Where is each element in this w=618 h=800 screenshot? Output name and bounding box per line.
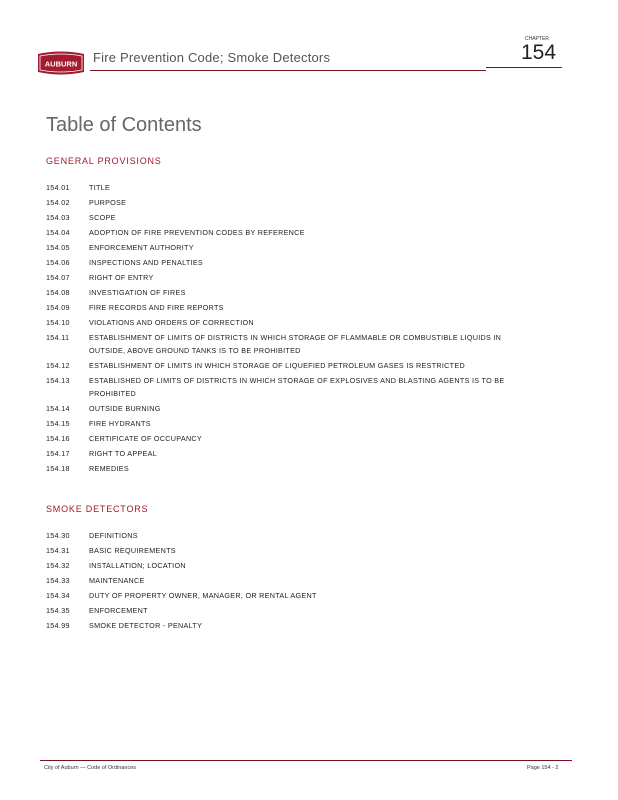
toc-entry-number: 154.04: [46, 228, 70, 237]
toc-entry-title: MAINTENANCE: [89, 576, 145, 585]
toc-entry[interactable]: [46, 181, 539, 194]
page-number: Page 154 - 2: [527, 765, 559, 771]
toc-entry-number: 154.10: [46, 318, 70, 327]
toc-entry[interactable]: [46, 559, 539, 572]
toc-entry-number: 154.02: [46, 198, 70, 207]
toc-entry-number: 154.34: [46, 591, 70, 600]
toc-entry-title: ENFORCEMENT: [89, 606, 148, 615]
toc-entry-title: VIOLATIONS AND ORDERS OF CORRECTION: [89, 318, 254, 327]
toc-entry-title: DEFINITIONS: [89, 531, 138, 540]
toc-entry-title: FIRE RECORDS AND FIRE REPORTS: [89, 303, 224, 312]
toc-entry-number: 154.14: [46, 404, 70, 413]
footer-left: City of Auburn — Code of Ordinances: [44, 765, 137, 771]
toc-section-general-provisions: [46, 156, 539, 477]
toc-entry-title: TITLE: [89, 183, 111, 192]
toc-entry-number: 154.08: [46, 288, 70, 297]
toc-entry-number: 154.06: [46, 258, 70, 267]
section-heading: SMOKE DETECTORS: [46, 504, 149, 514]
toc-entry[interactable]: [46, 374, 539, 400]
toc-entry-title: CERTIFICATE OF OCCUPANCY: [89, 434, 203, 443]
toc-entry-number: 154.33: [46, 576, 70, 585]
toc-entry[interactable]: [46, 432, 539, 445]
header-rule: [90, 70, 486, 71]
toc-section-smoke-detectors: [46, 504, 539, 634]
toc-entry-number: 154.31: [46, 546, 70, 555]
toc-entry[interactable]: [46, 359, 539, 372]
auburn-logo: [37, 50, 85, 76]
toc-entry[interactable]: [46, 574, 539, 587]
toc-entry[interactable]: [46, 316, 539, 329]
toc-entry[interactable]: [46, 462, 539, 475]
toc-entry-number: 154.11: [46, 333, 70, 342]
toc-entry[interactable]: [46, 402, 539, 415]
toc-entry[interactable]: [46, 211, 539, 224]
toc-entry-number: 154.32: [46, 561, 70, 570]
toc-entry-number: 154.12: [46, 361, 70, 370]
chapter-number: 154: [521, 41, 557, 64]
toc-entry[interactable]: [46, 619, 539, 632]
toc-entry-number: 154.01: [46, 183, 70, 192]
toc-entry[interactable]: [46, 241, 539, 254]
toc-entry[interactable]: [46, 529, 539, 542]
toc-entry-number: 154.99: [46, 621, 70, 630]
toc-entry[interactable]: [46, 196, 539, 209]
logo-text: AUBURN: [44, 59, 78, 69]
toc-entry[interactable]: [46, 271, 539, 284]
toc-entry-list: [46, 181, 539, 475]
toc-entry-number: 154.16: [46, 434, 70, 443]
toc-entry-title: BASIC REQUIREMENTS: [89, 546, 176, 555]
toc-entry-title: OUTSIDE BURNING: [89, 404, 161, 413]
toc-entry-title: INSTALLATION; LOCATION: [89, 561, 186, 570]
toc-entry-title: FIRE HYDRANTS: [89, 419, 151, 428]
section-heading: GENERAL PROVISIONS: [46, 156, 162, 166]
chapter-label: CHAPTER: [525, 36, 549, 42]
toc-entry-title: ESTABLISHMENT OF LIMITS OF DISTRICTS IN WHICH STORAGE OF FLAMMABLE OR COMBUSTIBLE LIQUIDS IN OUTSIDE, ABOVE GROUND TANKS IS TO BE PROHIBITED: [89, 333, 502, 355]
toc-entry-number: 154.13: [46, 376, 70, 385]
toc-entry[interactable]: [46, 331, 539, 357]
toc-entry-title: SCOPE: [89, 213, 116, 222]
toc-entry-title: RIGHT TO APPEAL: [89, 449, 158, 458]
page-title: Table of Contents: [46, 114, 202, 136]
toc-entry-number: 154.05: [46, 243, 70, 252]
toc-entry-title: INSPECTIONS AND PENALTIES: [89, 258, 204, 267]
toc-entry-title: DUTY OF PROPERTY OWNER, MANAGER, OR RENTAL AGENT: [89, 591, 317, 600]
toc-entry-number: 154.09: [46, 303, 70, 312]
toc-entry-title: ENFORCEMENT AUTHORITY: [89, 243, 194, 252]
footer-rule: [40, 760, 572, 761]
toc-entry-title: ESTABLISHMENT OF LIMITS IN WHICH STORAGE OF LIQUEFIED PETROLEUM GASES IS RESTRICTED: [89, 361, 465, 370]
toc-entry-number: 154.15: [46, 419, 70, 428]
toc-entry-number: 154.35: [46, 606, 70, 615]
toc-entry[interactable]: [46, 589, 539, 602]
toc-entry[interactable]: [46, 301, 539, 314]
toc-entry-title: ESTABLISHED OF LIMITS OF DISTRICTS IN WHICH STORAGE OF EXPLOSIVES AND BLASTING AGENTS IS TO BE PROHIBITED: [89, 376, 505, 398]
toc-entry-title: REMEDIES: [89, 464, 129, 473]
toc-entry-title: ADOPTION OF FIRE PREVENTION CODES BY REFERENCE: [89, 228, 305, 237]
toc-entry-title: SMOKE DETECTOR - PENALTY: [89, 621, 203, 630]
toc-entry-number: 154.17: [46, 449, 70, 458]
toc-entry[interactable]: [46, 417, 539, 430]
toc-entry-title: INVESTIGATION OF FIRES: [89, 288, 186, 297]
toc-entry-number: 154.30: [46, 531, 70, 540]
toc-entry[interactable]: [46, 544, 539, 557]
toc-entry[interactable]: [46, 256, 539, 269]
toc-entry[interactable]: [46, 604, 539, 617]
toc-entry-list: [46, 529, 539, 632]
toc-entry-number: 154.07: [46, 273, 70, 282]
toc-entry[interactable]: [46, 226, 539, 239]
toc-entry-title: RIGHT OF ENTRY: [89, 273, 154, 282]
toc-entry-title: PURPOSE: [89, 198, 127, 207]
toc-entry[interactable]: [46, 286, 539, 299]
header-rule-right: [486, 67, 562, 68]
header-title: Fire Prevention Code; Smoke Detectors: [93, 50, 331, 65]
toc-entry[interactable]: [46, 447, 539, 460]
toc-entry-number: 154.18: [46, 464, 70, 473]
toc-entry-number: 154.03: [46, 213, 70, 222]
